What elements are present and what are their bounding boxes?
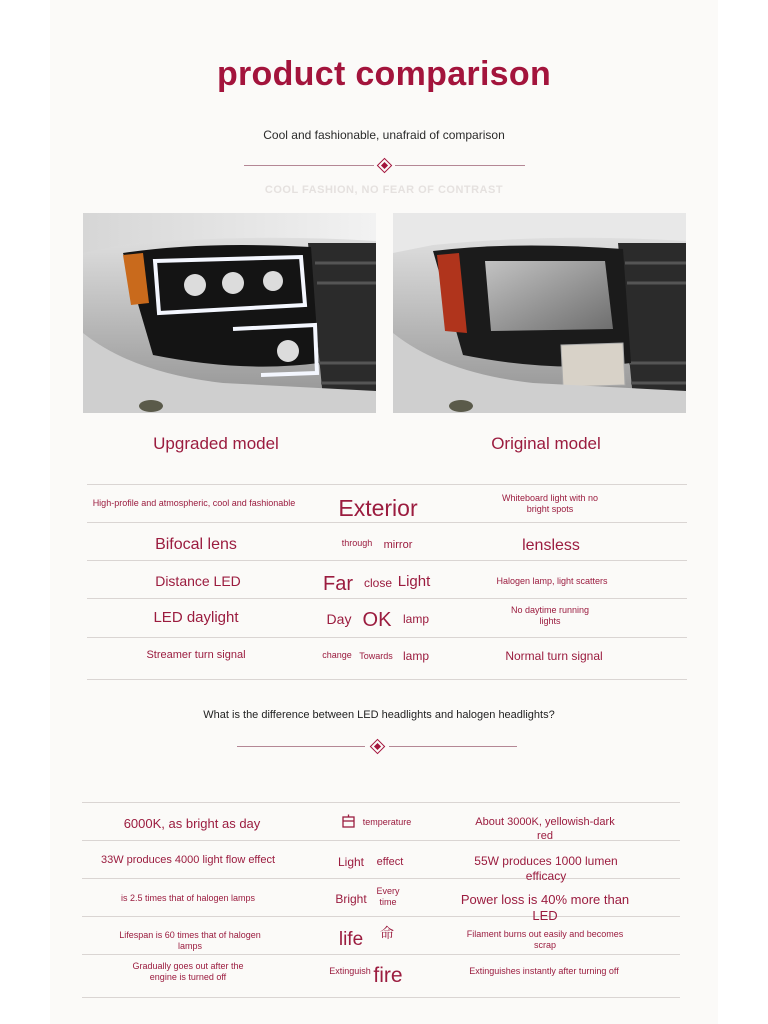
table2-divider	[82, 954, 680, 955]
table-cell-middle: Light	[337, 855, 365, 869]
table-cell-right: Whiteboard light with no bright spots	[501, 493, 599, 515]
upgraded-headlight-image	[83, 213, 376, 413]
table-cell-right: Normal turn signal	[505, 649, 603, 663]
table-cell-left: 6000K, as bright as day	[123, 816, 261, 831]
watermark-text: COOL FASHION, NO FEAR OF CONTRAST	[264, 184, 504, 196]
table-cell-left: LED daylight	[153, 609, 239, 626]
table2-divider	[82, 997, 680, 998]
table-cell-right: lensless	[522, 537, 580, 554]
table-cell-right: 55W produces 1000 lumen efficacy	[474, 854, 618, 883]
divider-left	[244, 165, 374, 166]
table-cell-middle: Far	[323, 573, 353, 595]
table-cell-middle: change	[322, 650, 352, 660]
table-cell-middle: Bright	[335, 892, 367, 906]
table-cell-middle: effect	[376, 856, 404, 868]
divider-left	[237, 746, 365, 747]
table-cell-middle: 命	[380, 925, 394, 941]
table-cell-left: Streamer turn signal	[146, 649, 246, 661]
upgraded-model-label: Upgraded model	[153, 434, 279, 453]
table-cell-left: Lifespan is 60 times that of halogen lamps	[119, 930, 261, 952]
table-cell-middle: Every time	[376, 886, 400, 908]
table-cell-middle: life	[338, 929, 364, 950]
table-cell-middle: Extinguish	[329, 966, 371, 976]
table-cell-right: Extinguishes instantly after turning off	[469, 966, 619, 976]
table-cell-middle: fire	[373, 964, 403, 987]
table1-divider	[87, 484, 687, 485]
table-cell-middle: mirror	[383, 539, 413, 551]
original-model-label: Original model	[491, 434, 601, 453]
thermometer-icon	[341, 814, 356, 829]
table-cell-middle: Light	[397, 573, 431, 590]
section-question: What is the difference between LED headlights and halogen headlights?	[203, 709, 555, 721]
page-title: product comparison	[216, 55, 552, 93]
table-cell-right: Halogen lamp, light scatters	[496, 576, 608, 586]
table1-divider	[87, 637, 687, 638]
table-cell-middle: close	[363, 576, 392, 590]
table-cell-left: Distance LED	[155, 573, 241, 589]
table-cell-middle: Day	[326, 611, 352, 627]
table-cell-middle: through	[341, 538, 373, 548]
table1-divider	[87, 560, 687, 561]
table1-divider	[87, 598, 687, 599]
table-cell-middle: temperature	[362, 817, 412, 827]
table-cell-left: Bifocal lens	[155, 536, 237, 553]
table-cell-middle: OK	[362, 609, 392, 631]
table-cell-left: Gradually goes out after the engine is turned off	[132, 961, 244, 983]
page-subtitle: Cool and fashionable, unafraid of comparison	[263, 128, 505, 142]
table2-divider	[82, 802, 680, 803]
table-cell-middle: lamp	[402, 649, 429, 663]
table-cell-right: Power loss is 40% more than LED	[460, 892, 630, 924]
table-cell-right: No daytime running lights	[510, 605, 590, 627]
divider-right	[389, 746, 517, 747]
table-cell-middle: Exterior	[338, 495, 418, 521]
table-cell-left: 33W produces 4000 light flow effect	[100, 854, 276, 866]
table1-divider	[87, 679, 687, 680]
table-cell-middle: lamp	[402, 612, 429, 626]
table-cell-left: High-profile and atmospheric, cool and fashionable	[92, 498, 296, 508]
table-cell-middle: Towards	[359, 651, 393, 661]
table-cell-left: is 2.5 times that of halogen lamps	[120, 893, 256, 903]
table-cell-right: About 3000K, yellowish-dark red	[475, 816, 615, 842]
divider-right	[395, 165, 525, 166]
original-headlight-image	[393, 213, 686, 413]
table-cell-right: Filament burns out easily and becomes scrap	[466, 929, 624, 951]
